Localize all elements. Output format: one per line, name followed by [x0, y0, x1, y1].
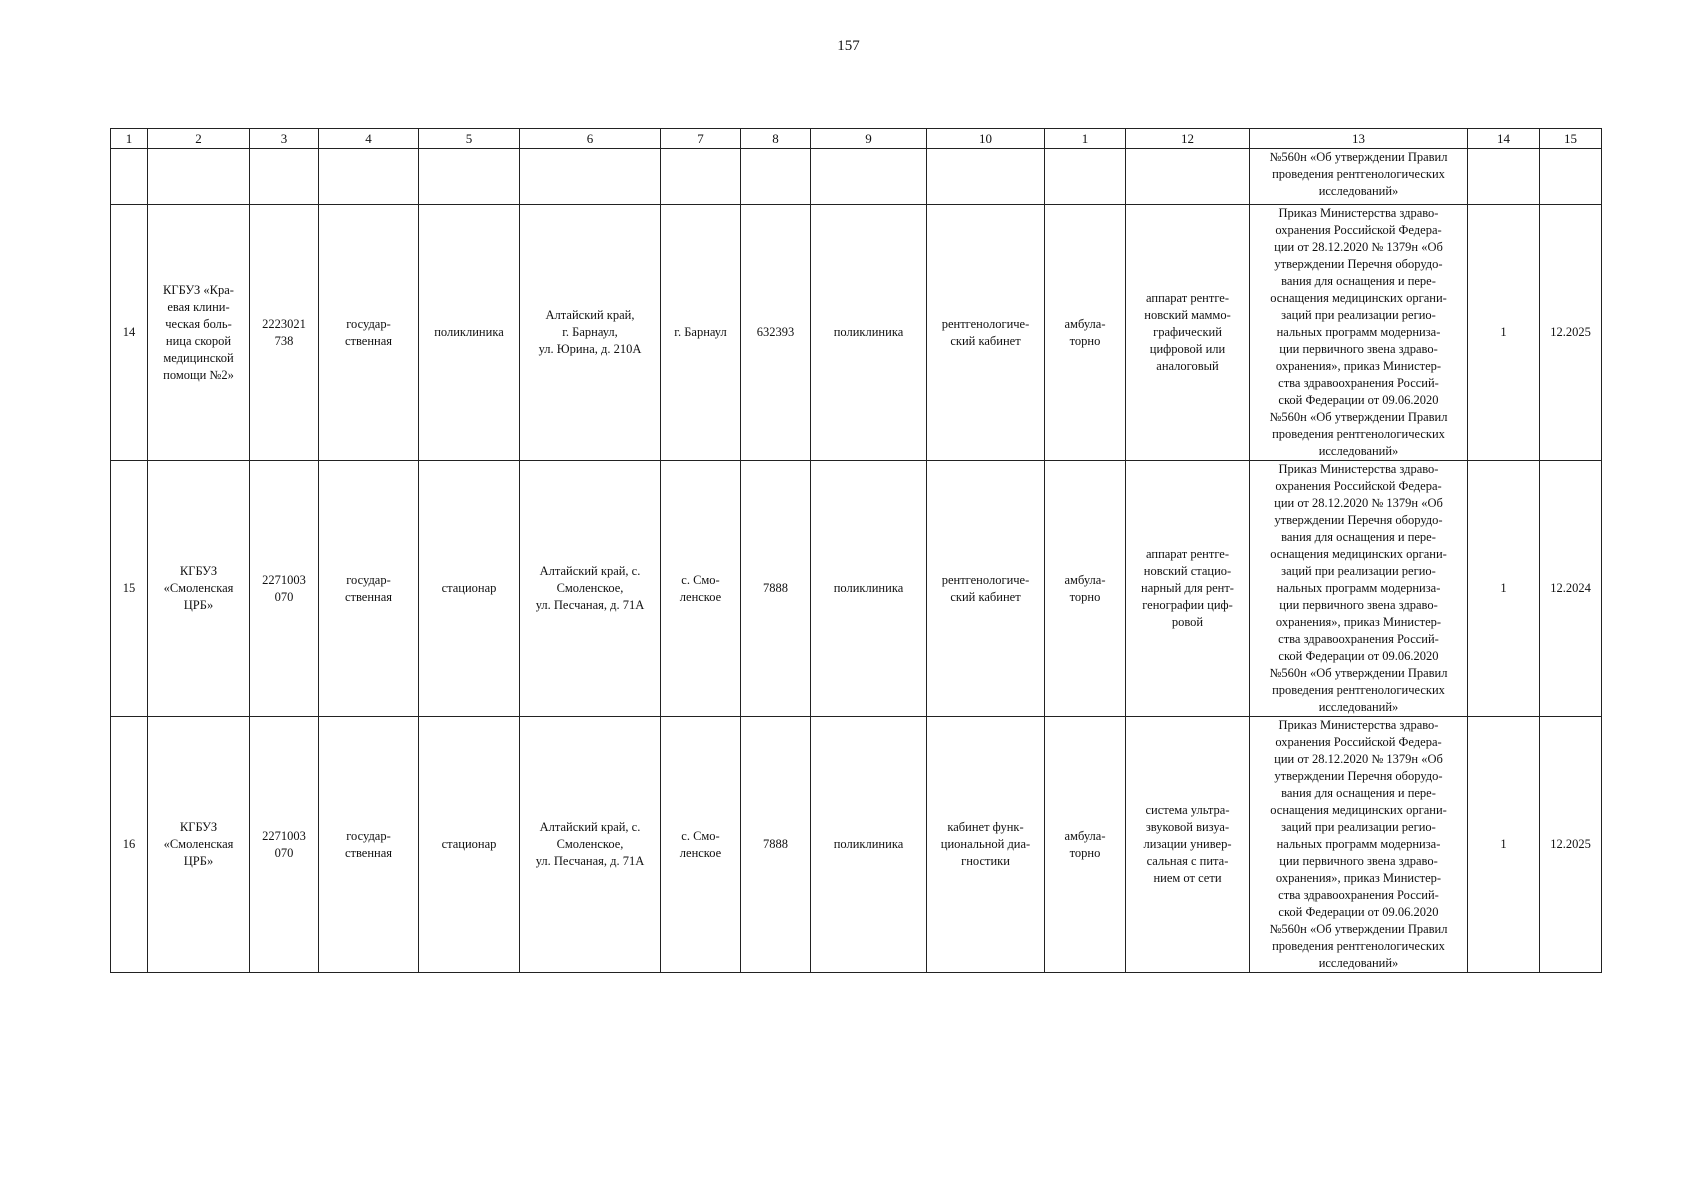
ownership-cell: государ- ственная: [319, 717, 419, 973]
date-cell: 12.2024: [1540, 461, 1602, 717]
quantity-cell: 1: [1468, 717, 1540, 973]
cabinet-cell: кабинет функ- циональной диа- гностики: [927, 717, 1045, 973]
header-cell: 1: [111, 129, 148, 149]
header-cell: 5: [419, 129, 520, 149]
address-cell: Алтайский край, с. Смоленское, ул. Песчаная, д. 71А: [520, 461, 661, 717]
basis-cell: Приказ Министерства здраво- охранения Российской Федера- ции от 28.12.2020 № 1379н «Об утверждении Перечня оборудо- вания для оснащения и пере- оснащения медицинских органи- заций при реализации регио- нальных программ модерниза- ции первичного звена здраво- охранения», приказ Министер- ства здравоохранения Россий- ской Федерации от 09.06.2020 №560н «Об утверждении Правил проведения рентгенологических исследований»: [1250, 461, 1468, 717]
header-cell: 2: [148, 129, 250, 149]
page-number: 157: [837, 38, 860, 54]
care-mode-cell: амбула- торно: [1045, 461, 1126, 717]
inn-cell: 2271003 070: [250, 717, 319, 973]
unit-cell: поликлиника: [811, 461, 927, 717]
equipment-cell: аппарат рентге- новский маммо- графический цифровой или аналоговый: [1126, 205, 1250, 461]
population-cell: 7888: [741, 717, 811, 973]
organization-cell: КГБУЗ «Смоленская ЦРБ»: [148, 717, 250, 973]
header-cell: 13: [1250, 129, 1468, 149]
equipment-register-table: [110, 128, 1602, 973]
table-row: [111, 717, 1602, 973]
equipment-cell: аппарат рентге- новский стацио- нарный для рент- генографии циф- ровой: [1126, 461, 1250, 717]
header-cell: 4: [319, 129, 419, 149]
address-cell: Алтайский край, с. Смоленское, ул. Песчаная, д. 71А: [520, 717, 661, 973]
cabinet-cell: рентгенологиче- ский кабинет: [927, 205, 1045, 461]
basis-cell: Приказ Министерства здраво- охранения Российской Федера- ции от 28.12.2020 № 1379н «Об утверждении Перечня оборудо- вания для оснащения и пере- оснащения медицинских органи- заций при реализации регио- нальных программ модерниза- ции первичного звена здраво- охранения», приказ Министер- ства здравоохранения Россий- ской Федерации от 09.06.2020 №560н «Об утверждении Правил проведения рентгенологических исследований»: [1250, 717, 1468, 973]
inn-cell: 2223021 738: [250, 205, 319, 461]
settlement-cell: с. Смо- ленское: [661, 717, 741, 973]
population-cell: 7888: [741, 461, 811, 717]
inn-cell: 2271003 070: [250, 461, 319, 717]
cabinet-cell: рентгенологиче- ский кабинет: [927, 461, 1045, 717]
care-mode-cell: амбула- торно: [1045, 717, 1126, 973]
date-cell: 12.2025: [1540, 205, 1602, 461]
ownership-cell: государ- ственная: [319, 461, 419, 717]
row-number-cell: 16: [111, 717, 148, 973]
address-cell: Алтайский край, г. Барнаул, ул. Юрина, д. 210А: [520, 205, 661, 461]
population-cell: 632393: [741, 205, 811, 461]
header-cell: 9: [811, 129, 927, 149]
basis-cell: №560н «Об утверждении Правил проведения рентгенологических исследований»: [1250, 149, 1468, 205]
continuation-row: [111, 149, 1602, 205]
settlement-cell: с. Смо- ленское: [661, 461, 741, 717]
header-cell: 10: [927, 129, 1045, 149]
header-cell: 15: [1540, 129, 1602, 149]
header-cell: 6: [520, 129, 661, 149]
row-number-cell: 15: [111, 461, 148, 717]
quantity-cell: 1: [1468, 205, 1540, 461]
header-cell: 14: [1468, 129, 1540, 149]
facility-type-cell: стационар: [419, 717, 520, 973]
header-cell: 3: [250, 129, 319, 149]
table-row: [111, 205, 1602, 461]
header-cell: 8: [741, 129, 811, 149]
settlement-cell: г. Барнаул: [661, 205, 741, 461]
header-cell: 1: [1045, 129, 1126, 149]
row-number-cell: 14: [111, 205, 148, 461]
basis-cell: Приказ Министерства здраво- охранения Российской Федера- ции от 28.12.2020 № 1379н «Об утверждении Перечня оборудо- вания для оснащения и пере- оснащения медицинских органи- заций при реализации регио- нальных программ модерниза- ции первичного звена здраво- охранения», приказ Министер- ства здравоохранения Россий- ской Федерации от 09.06.2020 №560н «Об утверждении Правил проведения рентгенологических исследований»: [1250, 205, 1468, 461]
unit-cell: поликлиника: [811, 717, 927, 973]
organization-cell: КГБУЗ «Кра- евая клини- ческая боль- ница скорой медицинской помощи №2»: [148, 205, 250, 461]
table-row: [111, 461, 1602, 717]
quantity-cell: 1: [1468, 461, 1540, 717]
date-cell: 12.2025: [1540, 717, 1602, 973]
care-mode-cell: амбула- торно: [1045, 205, 1126, 461]
organization-cell: КГБУЗ «Смоленская ЦРБ»: [148, 461, 250, 717]
header-cell: 7: [661, 129, 741, 149]
facility-type-cell: поликлиника: [419, 205, 520, 461]
header-row: [111, 129, 1602, 149]
ownership-cell: государ- ственная: [319, 205, 419, 461]
header-cell: 12: [1126, 129, 1250, 149]
unit-cell: поликлиника: [811, 205, 927, 461]
facility-type-cell: стационар: [419, 461, 520, 717]
equipment-cell: система ультра- звуковой визуа- лизации универ- сальная с пита- нием от сети: [1126, 717, 1250, 973]
